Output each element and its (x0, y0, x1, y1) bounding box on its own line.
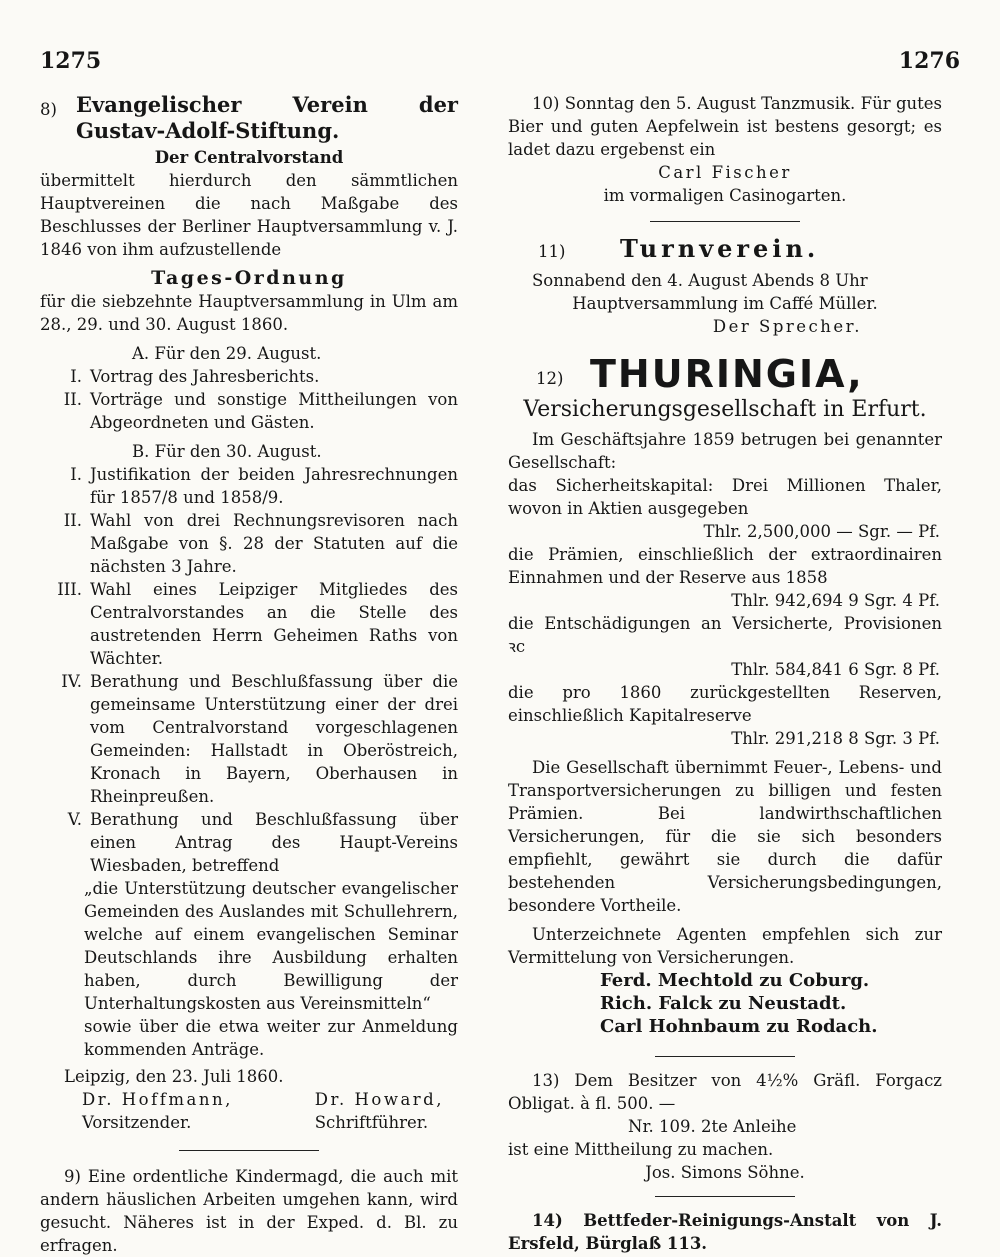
ad-12-logo-title: THURINGIA, (590, 352, 864, 396)
ad-13-line2: Nr. 109. 2te Anleihe (628, 1117, 797, 1136)
agent-3: Carl Hohnbaum zu Rodach. (600, 1016, 878, 1037)
ad-12-amount-2: Thlr. 942,694 9 Sgr. 4 Pf. (731, 591, 940, 610)
divider (655, 1196, 795, 1197)
ad-12-amount-3: Thlr. 584,841 6 Sgr. 8 Pf. (731, 660, 940, 679)
agenda-item (40, 509, 458, 578)
agenda-item-number: III. (57, 580, 82, 599)
divider (179, 1150, 319, 1151)
agenda-item-number: I. (70, 465, 82, 484)
signature-1-role: Vorsitzender. (82, 1113, 192, 1132)
agenda-item-text: Vorträge und sonstige Mittheilungen von Abgeordneten und Gästen. (90, 390, 458, 432)
ad-12-subtitle: Versicherungsgesellschaft in Erfurt. (523, 397, 927, 422)
agenda-item (40, 578, 458, 670)
ad-8-intro: übermittelt hierdurch den sämmtlichen Hauptvereinen die nach Maßgabe des Beschlusses der Berliner Hauptversammlung v. J. 1846 von ihm aufzustellende (40, 171, 458, 259)
divider (655, 1056, 795, 1057)
ad-8-title: Evangelischer Verein der Gustav-Adolf-Stiftung. (76, 92, 458, 143)
agenda-item (40, 388, 458, 434)
agenda-item-number: II. (63, 511, 82, 530)
ad-8-date: Leipzig, den 23. Juli 1860. (64, 1067, 284, 1086)
ad-8-number: 8) (40, 100, 57, 119)
ad-10-name: Carl Fischer (658, 163, 792, 182)
ad-11-sign: Der Sprecher. (712, 317, 862, 336)
agenda-item-number: IV. (61, 672, 82, 691)
ad-12-intro: Im Geschäftsjahre 1859 betrugen bei genannter Gesellschaft: (508, 430, 942, 472)
agenda-item (40, 808, 458, 877)
ad-8-quote: „die Unterstützung deutscher evangelischer Gemeinden des Auslandes mit Schullehrern, welche auf einem evangelischen Seminar Deutschlands ihre Ausbildung erhalten haben, durch Bewilligung der Unterhaltungskosten aus Vereinsmitteln“ (84, 879, 458, 1013)
signature-2-name: Dr. Howard, (314, 1090, 444, 1109)
ad-11-header (508, 236, 942, 263)
ad-12-description: Die Gesellschaft übernimmt Feuer-, Lebens- und Transportversicherungen zu billigen und festen Prämien. Bei landwirthschaftlichen Versicherungen, für die sie sich besonders empfiehlt, gewährt sie durch die dafür bestehenden Versicherungsbedingungen, besondere Vortheile. (508, 758, 942, 915)
page-number-left: 1275 (40, 48, 102, 74)
agenda-item-text: Berathung und Beschlußfassung über die gemeinsame Unterstützung einer der drei vom Centralvorstand vorgeschlagenen Gemeinden: Hallstadt in Oberöstreich, Kronach in Bayern, Oberhausen in Rheinpreußen. (90, 672, 458, 806)
agenda-item-text: Vortrag des Jahresberichts. (90, 367, 320, 386)
ad-12-number: 12) (536, 369, 564, 388)
ad-13-sign: Jos. Simons Söhne. (645, 1163, 805, 1182)
signature-2 (315, 1088, 444, 1134)
ad-11-number: 11) (538, 242, 566, 261)
section-a-heading: A. Für den 29. August. (132, 344, 322, 363)
right-column (508, 92, 942, 1255)
ad-12-compensation: die Entschädigungen an Versicherte, Provisionen ꝛc (508, 614, 942, 656)
agenda-item (40, 463, 458, 509)
ad-10-text: 10) Sonntag den 5. August Tanzmusik. Für gutes Bier und guten Aepfelwein ist bestens gesorgt; es ladet dazu ergebenst ein (508, 94, 942, 159)
agenda-item-number: II. (63, 390, 82, 409)
agenda-item-text: Wahl von drei Rechnungsrevisoren nach Maßgabe von §. 28 der Statuten auf die nächsten 3 Jahre. (90, 511, 458, 576)
ad-14-text: 14) Bettfeder-Reinigungs-Anstalt von J. Ersfeld, Bürglaß 113. (508, 1211, 942, 1253)
signatures (40, 1088, 458, 1134)
agenda-item-text: Wahl eines Leipziger Mitgliedes des Centralvorstandes an die Stelle des austretenden Herrn Geheimen Raths von Wächter. (90, 580, 458, 668)
agenda-item-number: I. (70, 367, 82, 386)
ad-12-capital: das Sicherheitskapital: Drei Millionen Thaler, wovon in Aktien ausgegeben (508, 476, 942, 518)
ad-8-quote-after: sowie über die etwa weiter zur Anmeldung kommenden Anträge. (84, 1017, 458, 1059)
agenda-item (40, 365, 458, 388)
signature-1 (82, 1088, 233, 1134)
agent-1: Ferd. Mechtold zu Coburg. (600, 970, 870, 991)
ad-12-reserves: die pro 1860 zurückgestellten Reserven, einschließlich Kapitalreserve (508, 683, 942, 725)
agenda-item-text: Justifikation der beiden Jahresrechnungen für 1857/8 und 1858/9. (90, 465, 458, 507)
ad-12-agents-intro: Unterzeichnete Agenten empfehlen sich zur Vermittelung von Versicherungen. (508, 925, 942, 967)
ad-8-subtitle: Der Centralvorstand (154, 148, 344, 167)
signature-2-role: Schriftführer. (314, 1113, 429, 1132)
ad-8-order-title: Tages-Ordnung (151, 267, 347, 289)
ad-12-premiums: die Prämien, einschließlich der extraordinairen Einnahmen und der Reserve aus 1858 (508, 545, 942, 587)
agenda-item-text: Berathung und Beschlußfassung über einen Antrag des Haupt-Vereins Wiesbaden, betreffend (90, 810, 458, 875)
agent-2: Rich. Falck zu Neustadt. (600, 993, 847, 1014)
ad-12-header (508, 352, 942, 396)
left-column (40, 92, 458, 1257)
divider (650, 221, 800, 222)
agenda-item (40, 670, 458, 808)
ad-11-line2: Hauptversammlung im Caffé Müller. (572, 294, 878, 313)
ad-8-order-sub: für die siebzehnte Hauptversammlung in Ulm am 28., 29. und 30. August 1860. (40, 292, 458, 334)
agenda-item-number: V. (67, 810, 82, 829)
ad-12-amount-4: Thlr. 291,218 8 Sgr. 3 Pf. (731, 729, 940, 748)
ad-12-amount-1: Thlr. 2,500,000 — Sgr. — Pf. (703, 522, 940, 541)
signature-1-name: Dr. Hoffmann, (82, 1090, 233, 1109)
section-b-heading: B. Für den 30. August. (132, 442, 322, 461)
ad-10-place: im vormaligen Casinogarten. (603, 186, 847, 205)
ad-11-title: Turnverein. (620, 234, 820, 263)
ad-9-text: 9) Eine ordentliche Kindermagd, die auch mit andern häuslichen Arbeiten umgehen kann, wird gesucht. Näheres ist in der Exped. d. Bl. zu erfragen. (40, 1167, 458, 1255)
ad-13-line3: ist eine Mittheilung zu machen. (508, 1140, 774, 1159)
ad-11-line1: Sonnabend den 4. August Abends 8 Uhr (532, 271, 868, 290)
ad-13-text: 13) Dem Besitzer von 4½% Gräfl. Forgacz Obligat. à fl. 500. — (508, 1071, 942, 1113)
page-number-right: 1276 (898, 48, 960, 74)
